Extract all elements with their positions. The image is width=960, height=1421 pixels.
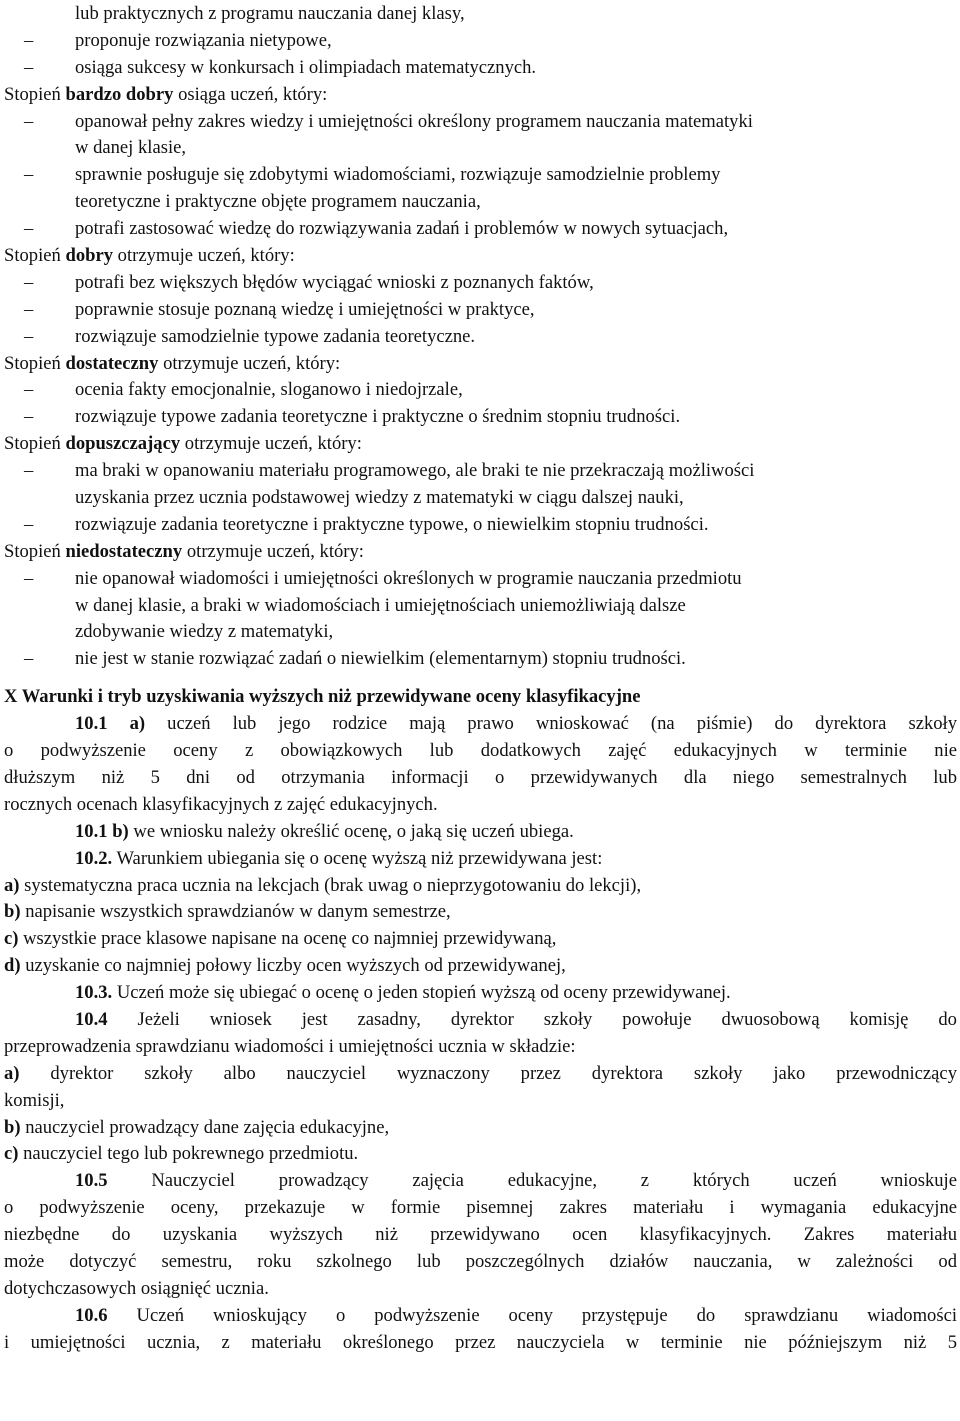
grade-heading-niedostateczny: Stopień niedostateczny otrzymuje uczeń, który: xyxy=(4,540,364,562)
list-item: – sprawnie posługuje się zdobytymi wiadomościami, rozwiązuje samodzielnie problemy xyxy=(24,164,721,186)
grade-heading-dostateczny: Stopień dostateczny otrzymuje uczeń, który: xyxy=(4,352,341,374)
paragraph-line: niezbędne do uzyskania wyższych niż przewidywano ocen klasyfikacyjnych. Zakres materiału xyxy=(4,1224,957,1246)
paragraph-line: i umiejętności ucznia, z materiału określonego przez nauczyciela w terminie nie późniejszym niż 5 xyxy=(4,1331,957,1353)
list-item: – osiąga sukcesy w konkursach i olimpiadach matematycznych. xyxy=(24,56,537,78)
list-item-continuation: w danej klasie, xyxy=(75,137,187,159)
list-item: – poprawnie stosuje poznaną wiedzę i umiejętności w praktyce, xyxy=(24,298,535,320)
list-item: – ocenia fakty emocjonalnie, sloganowo i niedojrzale, xyxy=(24,379,463,401)
section-gap xyxy=(4,673,957,684)
paragraph-line: komisji, xyxy=(4,1089,65,1111)
paragraph-line: przeprowadzenia sprawdzianu wiadomości i umiejętności ucznia w składzie: xyxy=(4,1035,576,1057)
list-item-a: a) dyrektor szkoły albo nauczyciel wyznaczony przez dyrektora szkoły jako przewodniczący xyxy=(4,1062,957,1084)
list-item-a: a) systematyczna praca ucznia na lekcjach (brak uwag o nieprzygotowaniu do lekcji), xyxy=(4,874,642,896)
list-item: – nie opanował wiadomości i umiejętności określonych w programie nauczania przedmiotu xyxy=(24,567,742,589)
list-item-continuation: teoretyczne i praktyczne objęte programem nauczania, xyxy=(75,191,481,213)
list-item: – proponuje rozwiązania nietypowe, xyxy=(24,29,332,51)
list-item: – potrafi zastosować wiedzę do rozwiązywania zadań i problemów w nowych sytuacjach, xyxy=(24,218,729,240)
paragraph-10-1-a: 10.1 a) uczeń lub jego rodzice mają prawo wnioskować (na piśmie) do dyrektora szkoły xyxy=(75,713,957,735)
list-item-c: c) wszystkie prace klasowe napisane na ocenę co najmniej przewidywaną, xyxy=(4,928,557,950)
list-item-continuation: w danej klasie, a braki w wiadomościach i umiejętnościach uniemożliwiają dalsze xyxy=(75,594,686,616)
grade-heading-bardzo-dobry: Stopień bardzo dobry osiąga uczeń, który: xyxy=(4,83,328,105)
list-item: – opanował pełny zakres wiedzy i umiejętności określony programem nauczania matematyki xyxy=(24,110,753,132)
list-item-continuation: zdobywanie wiedzy z matematyki, xyxy=(75,621,334,643)
paragraph-10-2: 10.2. Warunkiem ubiegania się o ocenę wyższą niż przewidywana jest: xyxy=(75,847,603,869)
list-item-b: b) napisanie wszystkich sprawdzianów w danym semestrze, xyxy=(4,901,451,923)
list-item: – nie jest w stanie rozwiązać zadań o niewielkim (elementarnym) stopniu trudności. xyxy=(24,648,686,670)
section-heading: X Warunki i tryb uzyskiwania wyższych niż przewidywane oceny klasyfikacyjne xyxy=(4,686,641,708)
list-item-c: c) nauczyciel tego lub pokrewnego przedmiotu. xyxy=(4,1143,359,1165)
paragraph-10-4: 10.4 Jeżeli wniosek jest zasadny, dyrektor szkoły powołuje dwuosobową komisję do xyxy=(75,1008,957,1030)
paragraph-line: o podwyższenie oceny z obowiązkowych lub dodatkowych zajęć edukacyjnych w terminie nie xyxy=(4,740,957,762)
paragraph-line: dotychczasowych osiągnięć ucznia. xyxy=(4,1277,269,1299)
list-item-b: b) nauczyciel prowadzący dane zajęcia edukacyjne, xyxy=(4,1116,390,1138)
paragraph-line: o podwyższenie oceny, przekazuje w formie pisemnej zakres materiału i wymagania edukacyjne xyxy=(4,1197,957,1219)
paragraph-10-1-b: 10.1 b) we wniosku należy określić ocenę, o jaką się uczeń ubiega. xyxy=(75,820,574,842)
paragraph-line: rocznych ocenach klasyfikacyjnych z zajęć edukacyjnych. xyxy=(4,793,438,815)
paragraph-10-6: 10.6 Uczeń wnioskujący o podwyższenie oceny przystępuje do sprawdzianu wiadomości xyxy=(75,1304,957,1326)
paragraph-10-3: 10.3. Uczeń może się ubiegać o ocenę o jeden stopień wyższą od oceny przewidywanej. xyxy=(75,982,731,1004)
paragraph-line: może dotyczyć semestru, roku szkolnego lub poszczególnych działów nauczania, w zależności od xyxy=(4,1250,957,1272)
list-item: – ma braki w opanowaniu materiału programowego, ale braki te nie przekraczają możliwości xyxy=(24,460,755,482)
grade-heading-dopuszczajacy: Stopień dopuszczający otrzymuje uczeń, który: xyxy=(4,433,362,455)
grade-heading-dobry: Stopień dobry otrzymuje uczeń, który: xyxy=(4,245,295,267)
list-item: – rozwiązuje typowe zadania teoretyczne i praktyczne o średnim stopniu trudności. xyxy=(24,406,681,428)
list-item: – rozwiązuje zadania teoretyczne i praktyczne typowe, o niewielkim stopniu trudności. xyxy=(24,513,709,535)
paragraph-line: dłuższym niż 5 dni od otrzymania informacji o przewidywanych dla niego semestralnych lub xyxy=(4,766,957,788)
list-item: – rozwiązuje samodzielnie typowe zadania teoretyczne. xyxy=(24,325,476,347)
document-body xyxy=(4,1,957,1357)
list-item-continuation: uzyskania przez ucznia podstawowej wiedzy z matematyki w ciągu dalszej nauki, xyxy=(75,487,684,509)
list-item-continuation: lub praktycznych z programu nauczania danej klasy, xyxy=(75,3,465,24)
paragraph-10-5: 10.5 Nauczyciel prowadzący zajęcia edukacyjne, z których uczeń wnioskuje xyxy=(75,1170,957,1192)
list-item-d: d) uzyskanie co najmniej połowy liczby ocen wyższych od przewidywanej, xyxy=(4,955,566,977)
list-item: – potrafi bez większych błędów wyciągać wnioski z poznanych faktów, xyxy=(24,271,594,293)
